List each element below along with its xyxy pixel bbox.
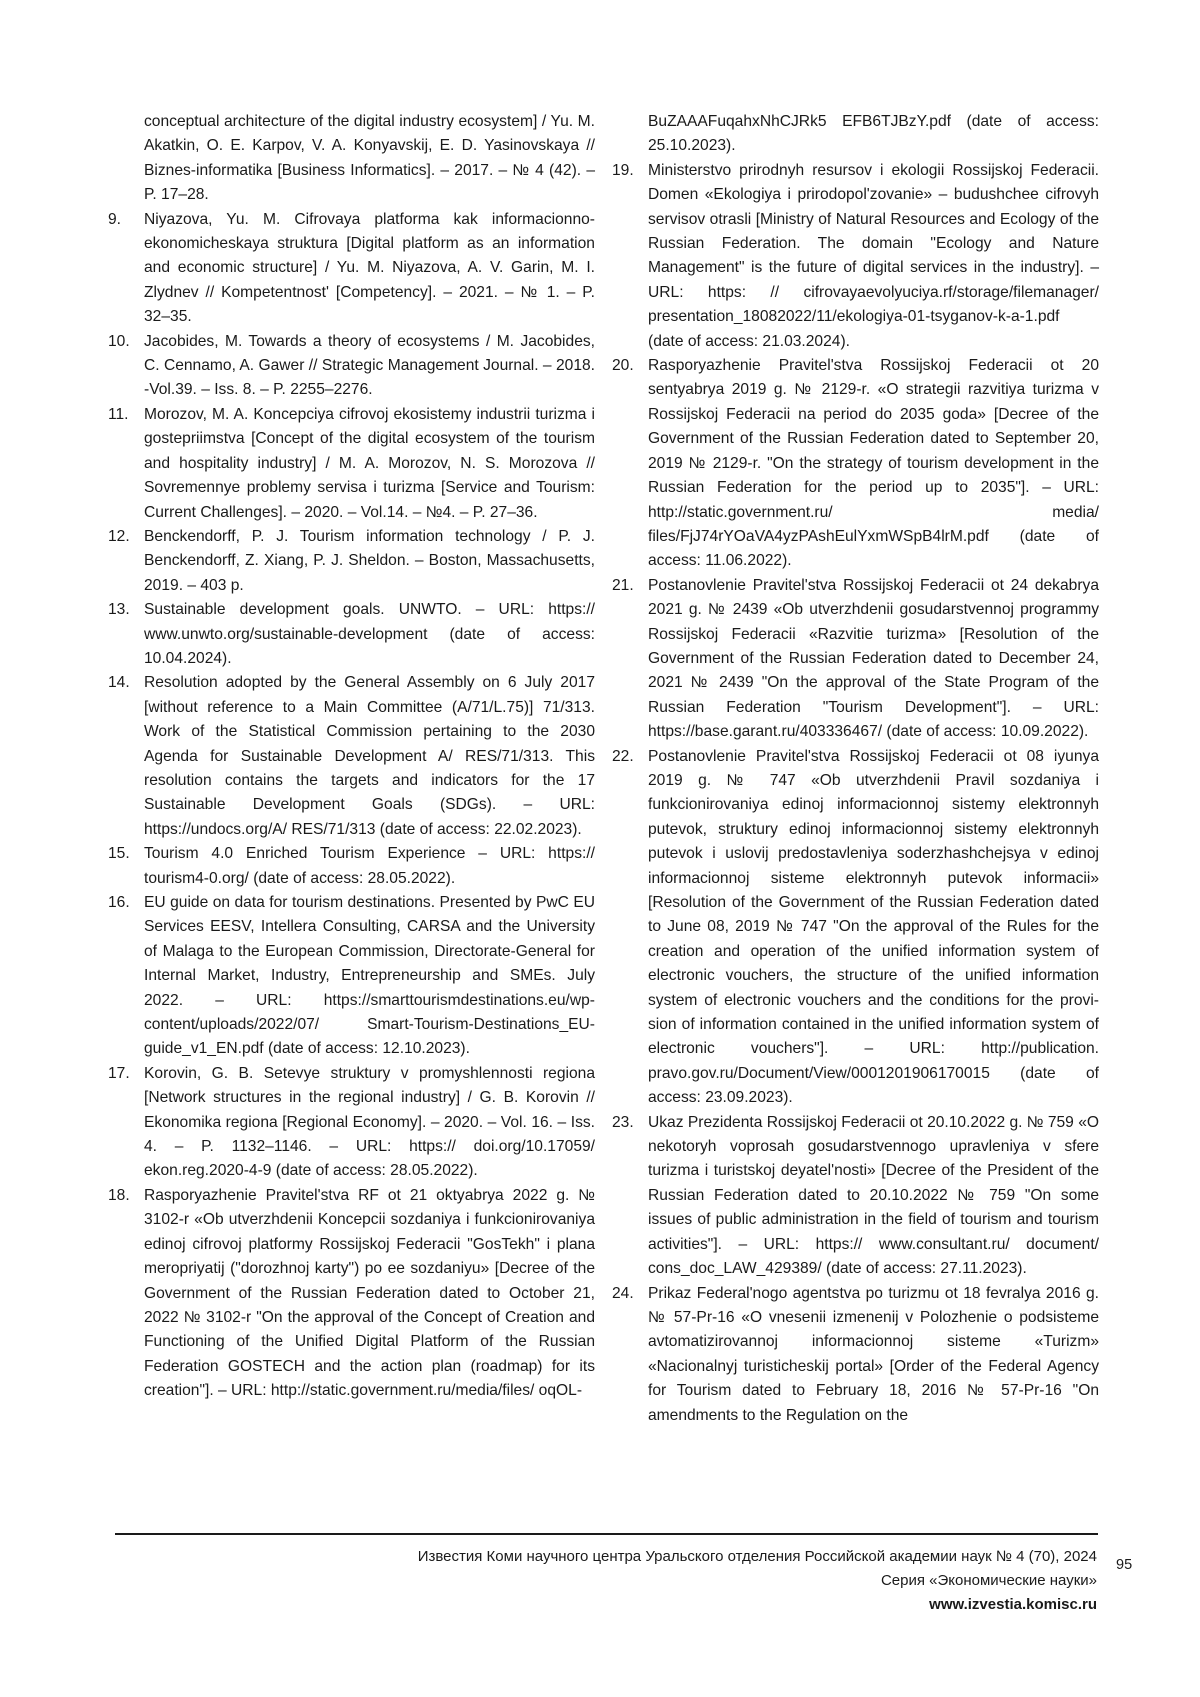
reference-number: 13.: [108, 601, 130, 619]
reference-item: [108, 842, 595, 891]
reference-number: 11.: [108, 405, 129, 423]
reference-number: 23.: [612, 1113, 634, 1131]
journal-series: Серия «Экономические науки»: [880, 1572, 1097, 1589]
reference-text: Morozov, M. A. Koncepciya cifrovoj ekosistemy industrii turizma i gostepriimstva [Concept of the digital ecosystem of the tourism and hospitality industry] / M. A. Morozov, N. S. Morozova // Sovremennye problemy servisa i turizma [Service and Tourism: Current Challenges]. – 2020. – Vol.14. – №4. – P. 27–36.: [144, 405, 595, 521]
reference-text: Korovin, G. B. Setevye struktury v promyshlennosti regiona [Network structures in the regional industry] / G. B. Korovin // Ekonomika regiona [Regional Economy]. – 2020. – Vol. 16. – Iss. 4. – P. 1132–1146. – URL: https:// doi.org/10.17059/ ekon.reg.2020-4-9 (date of access: 28.05.2022).: [144, 1064, 595, 1180]
reference-item: [108, 110, 595, 208]
reference-text: Ministerstvo prirodnyh resursov i ekologii Rossijskoj Federacii. Domen «Ekologiya i prirodopol'zovanie» – budushchee cifrovyh servisov otrasli [Ministry of Natural Resources and Ecology of the Russian Federation. The domain "Ecology and Nature Management" is the future of digital services in the industry]. – URL: https: // cifrovayaevolyuciya.rf/storage/filemanager/ presentation_18082022/11/ekologiya-01-tsyganov-k-a-1.pdf (date of access: 21.03.2024).: [648, 161, 1099, 350]
journal-footer: [418, 1545, 1097, 1617]
reference-item: [612, 354, 1099, 574]
references-left-column: [108, 110, 595, 1404]
footer-divider: [115, 1533, 1098, 1535]
reference-text: Rasporyazhenie Pravitel'stva RF ot 21 oktyabrya 2022 g. № 3102-r «Ob utverzhdenii Koncepcii sozdaniya i funkcionirovaniya edinoj cifrovoj platformy Rossijskoj Federacii "GosTekh" i plana meropriyatij ("dorozhnoj karty") po ee sozdaniyu» [Decree of the Government of the Russian Federation dated to October 21, 2022 № 3102-r "On the approval of the Concept of Creation and Functioning of the Unified Digital Platform of the Russian Federation GOSTECH and the action plan (roadmap) for its creation"]. – URL: http://static.government.ru/media/files/ oqOL-: [144, 1186, 595, 1400]
reference-number: 21.: [612, 576, 634, 594]
reference-number: 18.: [108, 1186, 130, 1204]
journal-url: www.izvestia.komisc.ru: [929, 1596, 1097, 1613]
reference-text: BuZAAAFuqahxNhCJRk5 EFB6TJBzY.pdf (date of access: 25.10.2023).: [648, 113, 1099, 155]
reference-item: [612, 110, 1099, 159]
reference-item: [108, 330, 595, 403]
references-right-column: [612, 110, 1099, 1428]
reference-item: [612, 745, 1099, 1111]
page-number: 95: [1116, 1557, 1133, 1573]
reference-item: [612, 1111, 1099, 1282]
reference-number: 12.: [108, 527, 130, 545]
reference-text: Jacobides, M. Towards a theory of ecosystems / M. Jacobides, C. Cennamo, A. Gawer // Strategic Management Journal. – 2018. -Vol.39. – Iss. 8. – P. 2255–2276.: [144, 332, 595, 399]
reference-item: [612, 159, 1099, 354]
reference-text: Postanovlenie Pravitel'stva Rossijskoj Federacii ot 08 iyunya 2019 g. № 747 «Ob utverzhdenii Pravil sozdaniya i funkcionirovaniya edinoj informacionnoj sistemy elektronnyh putevok, struktury edinoj informacionnoj sistemy elektronnyh putevok i uslovij predostavleniya soderzhashchejsya v edinoj informacionnoj sisteme elektronnyh putevok informacii» [Resolution of the Government of the Russian Federation dated to June 08, 2019 № 747 "On the approval of the Rules for the creation and operation of the unified information system of electronic vouchers, the structure of the unified information system of electronic vouchers and the conditions for the provision of information contained in the unified information system of electronic vouchers"]. – URL: http://publication. pravo.gov.ru/Document/View/0001201906170015 (date of access: 23.09.2023).: [648, 747, 1099, 1107]
reference-item: [108, 403, 595, 525]
reference-text: Resolution adopted by the General Assembly on 6 July 2017 [without reference to a Main Committee (A/71/L.75)] 71/313. Work of the Statistical Commission pertaining to the 2030 Agenda for Sustainable Development A/ RES/71/313. This resolution contains the targets and indicators for the 17 Sustainable Development Goals (SDGs). – URL: https://undocs.org/A/ RES/71/313 (date of access: 22.02.2023).: [144, 674, 595, 838]
reference-number: 17.: [108, 1064, 130, 1082]
reference-item: [108, 891, 595, 1062]
reference-item: [108, 208, 595, 330]
reference-text: Postanovlenie Pravitel'stva Rossijskoj Federacii ot 24 dekabrya 2021 g. № 2439 «Ob utverzhdenii gosudarstvennoj programmy Rossijskoj Federacii «Razvitie turizma» [Resolution of the Government of the Russian Federation dated to December 24, 2021 № 2439 "On the approval of the State Program of the Russian Federation "Tourism Development"]. – URL: https://base.garant.ru/403336467/ (date of access: 10.09.2022).: [648, 576, 1099, 741]
reference-text: Ukaz Prezidenta Rossijskoj Federacii ot 20.10.2022 g. № 759 «O nekotoryh voprosah gosudarstvennogo upravleniya v sfere turizma i turistskoj deyatel'nosti» [Decree of the President of the Russian Federation dated to 20.10.2022 № 759 "On some issues of public administration in the field of tourism and tourism activities"]. – URL: https:// www.consultant.ru/ document/ cons_doc_LAW_429389/ (date of access: 27.11.2023).: [648, 1113, 1099, 1278]
reference-item: [612, 574, 1099, 745]
reference-number: 9.: [108, 210, 122, 228]
reference-number: 24.: [612, 1284, 634, 1302]
reference-text: Niyazova, Yu. M. Cifrovaya platforma kak informacionno-ekonomicheskaya struktura [Digital platform as an information and economic structure] / Yu. M. Niyazova, A. V. Garin, M. I. Zlydnev // Kompetentnost' [Competency]. – 2021. – № 1. – P. 32–35.: [144, 210, 595, 326]
reference-item: [108, 1062, 595, 1184]
reference-number: 16.: [108, 894, 130, 911]
reference-text: Sustainable development goals. UNWTO. – URL: https:// www.unwto.org/sustainable-development (date of access: 10.04.2024).: [144, 601, 595, 667]
reference-item: [108, 598, 595, 671]
reference-item: [108, 1184, 595, 1404]
reference-text: EU guide on data for tourism destinations. Presented by PwC EU Services EESV, Intellera Consulting, CARSA and the University of Malaga to the European Commission, Directorate-General for Internal Market, Industry, Entrepreneurship and SMEs. July 2022. – URL: https://smarttourismdestinations.eu/wp-content/uploads/2022/07/ Smart-Tourism-Destinations_EU-guide_v1_EN.pdf (date of access: 12.10.2023).: [144, 894, 595, 1058]
reference-text: Prikaz Federal'nogo agentstva po turizmu ot 18 fevralya 2016 g. № 57-Pr-16 «O vnesenii izmenenij v Polozhenie o podsisteme avtomatizirovannoj informacionnoj sisteme «Turizm» «Nacionalnyj turisticheskij portal» [Order of the Federal Agency for Tourism dated to February 18, 2016 № 57-Pr-16 "On amendments to the Regulation on the: [648, 1284, 1099, 1424]
reference-item: [108, 525, 595, 598]
reference-item: [108, 671, 595, 842]
reference-number: 14.: [108, 674, 130, 692]
reference-text: conceptual architecture of the digital industry ecosystem] / Yu. M. Akatkin, O. E. Karpov, V. A. Konyavskij, E. D. Yasinovskaya // Biznes-informatika [Business Informatics]. – 2017. – № 4 (42). – P. 17–28.: [144, 113, 595, 204]
reference-number: 19.: [612, 161, 634, 179]
reference-item: [612, 1282, 1099, 1428]
reference-number: 20.: [612, 357, 634, 375]
reference-text: Rasporyazhenie Pravitel'stva Rossijskoj Federacii ot 20 sentyabrya 2019 g. № 2129-r. «O strategii razvitiya turizma v Rossijskoj Federacii na period do 2035 goda» [Decree of the Government of the Russian Federation dated to September 20, 2019 № 2129-r. "On the strategy of tourism development in the Russian Federation for the period up to 2035"]. – URL: http://static.government.ru/ media/ files/FjJ74rYOaVA4yzPAshEulYxmWSpB4lrM.pdf (date of access: 11.06.2022).: [648, 357, 1099, 570]
reference-number: 10.: [108, 332, 130, 350]
reference-text: Benckendorff, P. J. Tourism information technology / P. J. Benckendorff, Z. Xiang, P. J. Sheldon. – Boston, Massachusetts, 2019. – 403 p.: [144, 527, 595, 594]
journal-title: Известия Коми научного центра Уральского отделения Российской академии наук № 4 (70), 2024: [417, 1548, 1097, 1565]
reference-number: 22.: [612, 747, 634, 765]
reference-number: 15.: [108, 845, 130, 863]
reference-text: Tourism 4.0 Enriched Tourism Experience – URL: https:// tourism4-0.org/ (date of access: 28.05.2022).: [144, 845, 595, 887]
